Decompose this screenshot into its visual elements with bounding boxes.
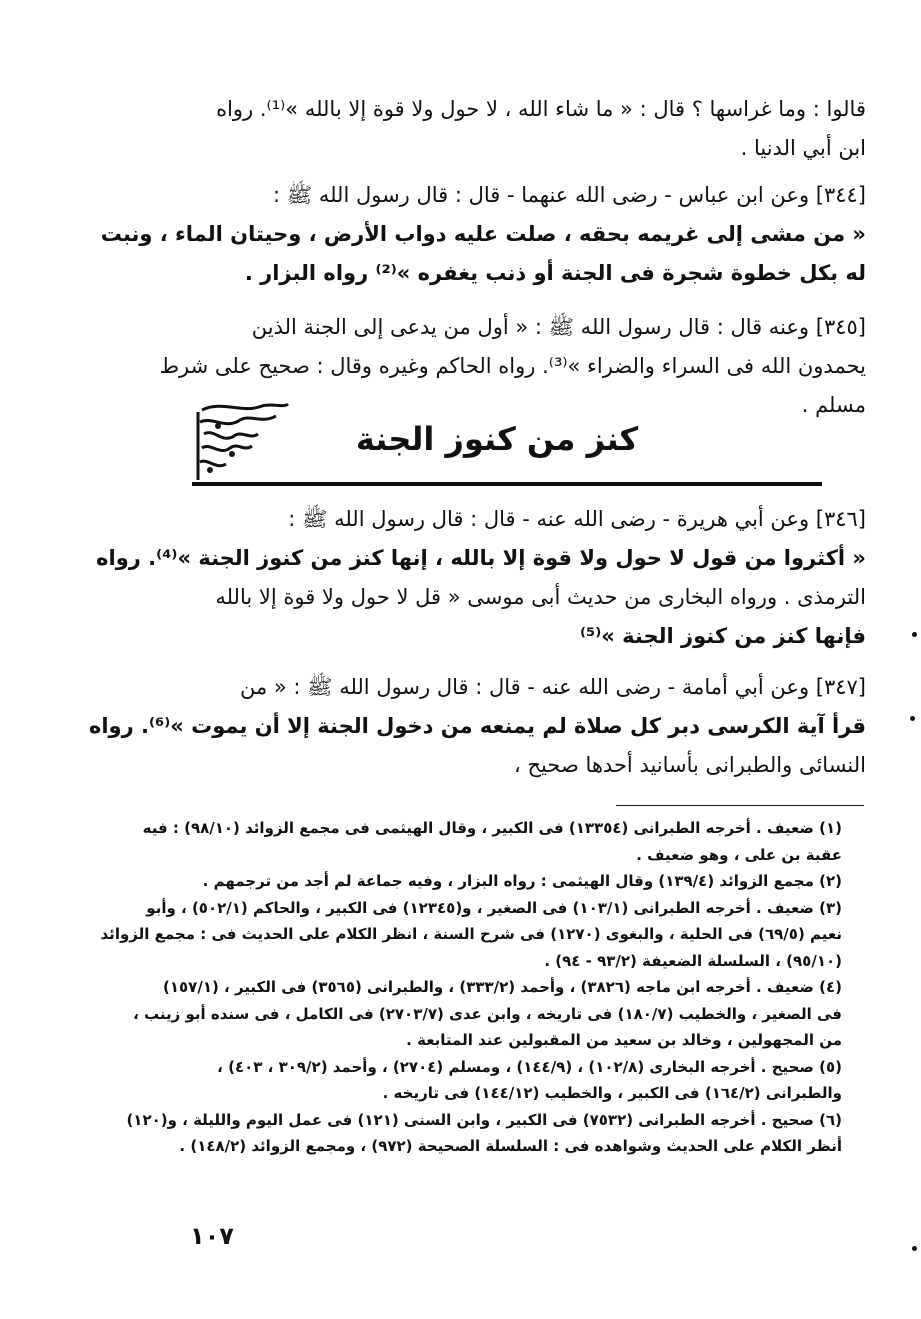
- footnote-separator: [616, 805, 864, 806]
- text-line: [٣٤٥] وعنه قال : قال رسول الله ﷺ : « أول من يدعى إلى الجنة الذين: [251, 315, 866, 339]
- footnote-line: أنظر الكلام على الحديث وشواهده فى : السلسلة الصحيحة (٩٧٢) ، ومجمع الزوائد (١٤٨/٢) .: [179, 1137, 842, 1155]
- hadith-344: [100, 176, 866, 293]
- hadith-346: [96, 500, 866, 656]
- text-line: يحمدون الله فى السراء والضراء »⁽³⁾. رواه الحاكم وغيره وقال : صحيح على شرط: [159, 354, 866, 378]
- text-line: له بكل خطوة شجرة فى الجنة أو ذنب يغفره »⁽²⁾ رواه البزار .: [244, 261, 866, 285]
- footnote-line: من المجهولين ، وخالد بن سعيد من المقبولين عند المتابعة .: [406, 1031, 842, 1049]
- text-line: [٣٤٤] وعن ابن عباس - رضى الله عنهما - قال : قال رسول الله ﷺ :: [273, 183, 866, 207]
- footnote-line: فى الصغير ، والخطيب (١٨٠/٧) فى تاريخه ، وابن عدى (٢٧٠٣/٧) فى الكامل ، فى سنده أبو زينب ،: [133, 1004, 842, 1023]
- margin-speck: [912, 1246, 917, 1251]
- footnote-line: (٥) صحيح . أخرجه البخارى (١٠٢/٨) ، (١٤٤/٩) ، ومسلم (٢٧٠٤) ، وأحمد (٣٠٩/٢ ، ٤٠٣) ،: [217, 1057, 842, 1076]
- footnote-line: (٣) ضعيف . أخرجه الطبرانى (١٠٣/١) فى الصغير ، و(١٢٣٤٥) فى الكبير ، والحاكم (٥٠٢/١) ، وأبو: [146, 898, 842, 917]
- page-number: ١٠٧: [190, 1222, 234, 1250]
- heading-underline: [192, 482, 822, 486]
- text-line: قالوا : وما غراسها ؟ قال : « ما شاء الله ، لا حول ولا قوة إلا بالله »⁽¹⁾. رواه: [216, 97, 866, 121]
- text-line: الترمذى . ورواه البخارى من حديث أبى موسى « قل لا حول ولا قوة إلا بالله: [215, 585, 866, 609]
- footnote-line: عقبة بن على ، وهو ضعيف .: [636, 845, 842, 864]
- text-line: النسائى والطبرانى بأسانيد أحدها صحيح ،: [514, 753, 866, 777]
- footnote-line: (١) ضعيف . أخرجه الطبرانى (١٣٣٥٤) فى الكبير ، وقال الهيثمى فى مجمع الزوائد (٩٨/١٠) : فيه: [142, 819, 842, 837]
- hadith-347: [88, 668, 866, 785]
- margin-speck: [910, 716, 915, 721]
- footnotes: [100, 815, 842, 1160]
- text-line: فإنها كنز من كنوز الجنة »⁽⁵⁾: [579, 624, 866, 648]
- text-line: [٣٤٧] وعن أبي أمامة - رضى الله عنه - قال : قال رسول الله ﷺ : « من: [239, 675, 866, 699]
- margin-speck: [912, 632, 917, 637]
- footnote-line: والطبرانى (١٦٤/٢) فى الكبير ، والخطيب (١٤٤/١٢) فى تاريخه .: [382, 1084, 842, 1102]
- text-line: « أكثروا من قول لا حول ولا قوة إلا بالله ، إنها كنز من كنوز الجنة »⁽⁴⁾. رواه: [96, 546, 866, 570]
- footnote-line: (٤) ضعيف . أخرجه ابن ماجه (٣٨٢٦) ، وأحمد (٣٣٣/٢) ، والطبرانى (٣٥٦٥) فى الكبير ، (١٥٧/١): [163, 978, 842, 996]
- footnote-line: (٢) مجمع الزوائد (١٣٩/٤) وقال الهيثمى : رواه البزار ، وفيه جماعة لم أجد من ترجمهم .: [202, 872, 842, 890]
- footnote-line: (٦) صحيح . أخرجه الطبرانى (٧٥٣٢) فى الكبير ، وابن السنى (١٢١) فى عمل اليوم والليلة ، و(١٢٠): [126, 1110, 842, 1129]
- heading-title: كنز من كنوز الجنة: [355, 420, 639, 458]
- text-line: ابن أبي الدنيا .: [740, 136, 866, 160]
- ornament-icon: [192, 400, 292, 486]
- text-line: [٣٤٦] وعن أبي هريرة - رضى الله عنه - قال : قال رسول الله ﷺ :: [288, 507, 866, 531]
- text-line: مسلم .: [801, 393, 866, 417]
- paragraph-intro: [148, 90, 866, 168]
- footnote-line: نعيم (٦٩/٥) فى الحلية ، والبغوى (١٢٧٠) فى شرح السنة ، انظر الكلام على الحديث فى : مجمع الزوائد: [100, 925, 842, 943]
- section-heading: [192, 400, 822, 492]
- text-line: قرأ آية الكرسى دبر كل صلاة لم يمنعه من دخول الجنة إلا أن يموت »⁽⁶⁾. رواه: [88, 714, 866, 738]
- text-line: « من مشى إلى غريمه بحقه ، صلت عليه دواب الأرض ، وحيتان الماء ، ونبت: [100, 222, 866, 246]
- footnote-line: (٩٥/١٠) ، السلسلة الضعيفة (٩٣/٢ - ٩٤) .: [544, 951, 842, 970]
